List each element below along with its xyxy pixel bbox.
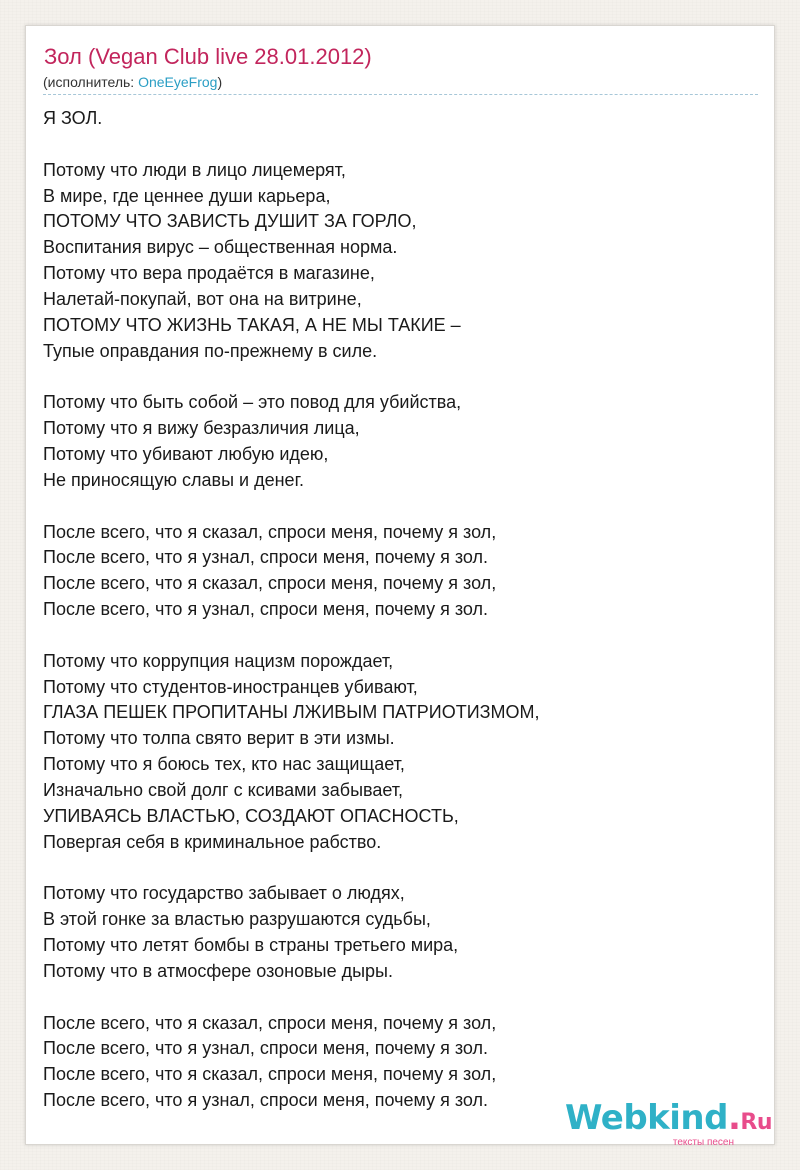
lyric-line: В этой гонке за властью разрушаются судьбы, [43, 909, 431, 930]
lyric-line: ПОТОМУ ЧТО ЗАВИСТЬ ДУШИТ ЗА ГОРЛО, [43, 211, 417, 232]
lyric-line: В мире, где ценнее души карьера, [43, 185, 331, 206]
lyric-line: Повергая себя в криминальное рабство. [43, 831, 382, 852]
lyric-line: Потому что студентов-иностранцев убивают, [43, 676, 418, 697]
logo-dot: . [727, 1098, 741, 1138]
stanza-gap [43, 855, 743, 881]
artist-prefix: (исполнитель: [43, 74, 139, 90]
lyric-line: После всего, что я сказал, спроси меня, почему я зол, [43, 521, 497, 542]
logo-name: Webkind [564, 1098, 728, 1138]
lyric-line: Изначально свой долг с ксивами забывает, [43, 779, 404, 800]
stanza-gap [43, 494, 743, 520]
stanza-gap [43, 623, 743, 649]
lyric-line: ПОТОМУ ЧТО ЖИЗНЬ ТАКАЯ, А НЕ МЫ ТАКИЕ – [43, 314, 461, 335]
lyric-line: После всего, что я узнал, спроси меня, почему я зол. [43, 1090, 489, 1111]
lyric-line: Потому что в атмосфере озоновые дыры. [43, 960, 393, 981]
lyric-line: После всего, что я узнал, спроси меня, почему я зол. [43, 1038, 489, 1059]
lyric-line: Налетай-покупай, вот она на витрине, [43, 288, 362, 309]
webkind-logo[interactable] [564, 1098, 772, 1148]
lyric-line: Потому что люди в лицо лицемерят, [43, 159, 346, 180]
lyric-line: После всего, что я сказал, спроси меня, почему я зол, [43, 573, 497, 594]
lyrics-page [25, 25, 775, 1145]
lyric-line: Воспитания вирус – общественная норма. [43, 237, 398, 258]
song-title: Зол (Vegan Club live 28.01.2012) [44, 44, 372, 69]
lyric-line: Потому что государство забывает о людях, [43, 883, 405, 904]
lyric-line: Потому что я боюсь тех, кто нас защищает, [43, 754, 405, 775]
lyrics-text [43, 106, 743, 1114]
artist-link[interactable]: OneEyeFrog [138, 74, 218, 90]
lyric-line: Потому что летят бомбы в страны третьего мира, [43, 935, 459, 955]
stanza-gap [43, 985, 743, 1011]
lyric-line: После всего, что я узнал, спроси меня, почему я зол. [43, 547, 489, 568]
lyric-line: Тупые оправдания по-прежнему в силе. [43, 340, 378, 361]
lyric-line: Потому что я вижу безразличия лица, [43, 418, 360, 439]
lyric-line: УПИВАЯСЬ ВЛАСТЬЮ, СОЗДАЮТ ОПАСНОСТЬ, [43, 805, 459, 826]
lyric-line: Потому что толпа свято верит в эти измы. [43, 728, 395, 749]
lyric-line: Потому что быть собой – это повод для убийства, [43, 392, 462, 413]
lyric-line: Потому что коррупция нацизм порождает, [43, 650, 394, 671]
lyric-line: После всего, что я сказал, спроси меня, почему я зол, [43, 1064, 497, 1085]
lyric-line: После всего, что я сказал, спроси меня, почему я зол, [43, 1012, 497, 1033]
artist-suffix: ) [217, 74, 223, 90]
lyric-line: ГЛАЗА ПЕШЕК ПРОПИТАНЫ ЛЖИВЫМ ПАТРИОТИЗМОМ, [43, 702, 540, 723]
lyric-line: Потому что убивают любую идею, [43, 443, 329, 464]
lyric-line: Потому что вера продаётся в магазине, [43, 263, 375, 284]
lyric-line: Не приносящую славы и денег. [43, 469, 304, 490]
lyric-line: Я ЗОЛ. [43, 108, 103, 128]
lyric-line: После всего, что я узнал, спроси меня, почему я зол. [43, 599, 489, 620]
stanza-gap [43, 364, 743, 390]
header-divider [43, 94, 758, 95]
stanza-gap [43, 132, 743, 158]
logo-wordmark [564, 1098, 772, 1140]
artist-line [43, 73, 222, 91]
logo-tld: Ru [740, 1110, 772, 1135]
logo-tagline: тексты песен [672, 1137, 734, 1148]
